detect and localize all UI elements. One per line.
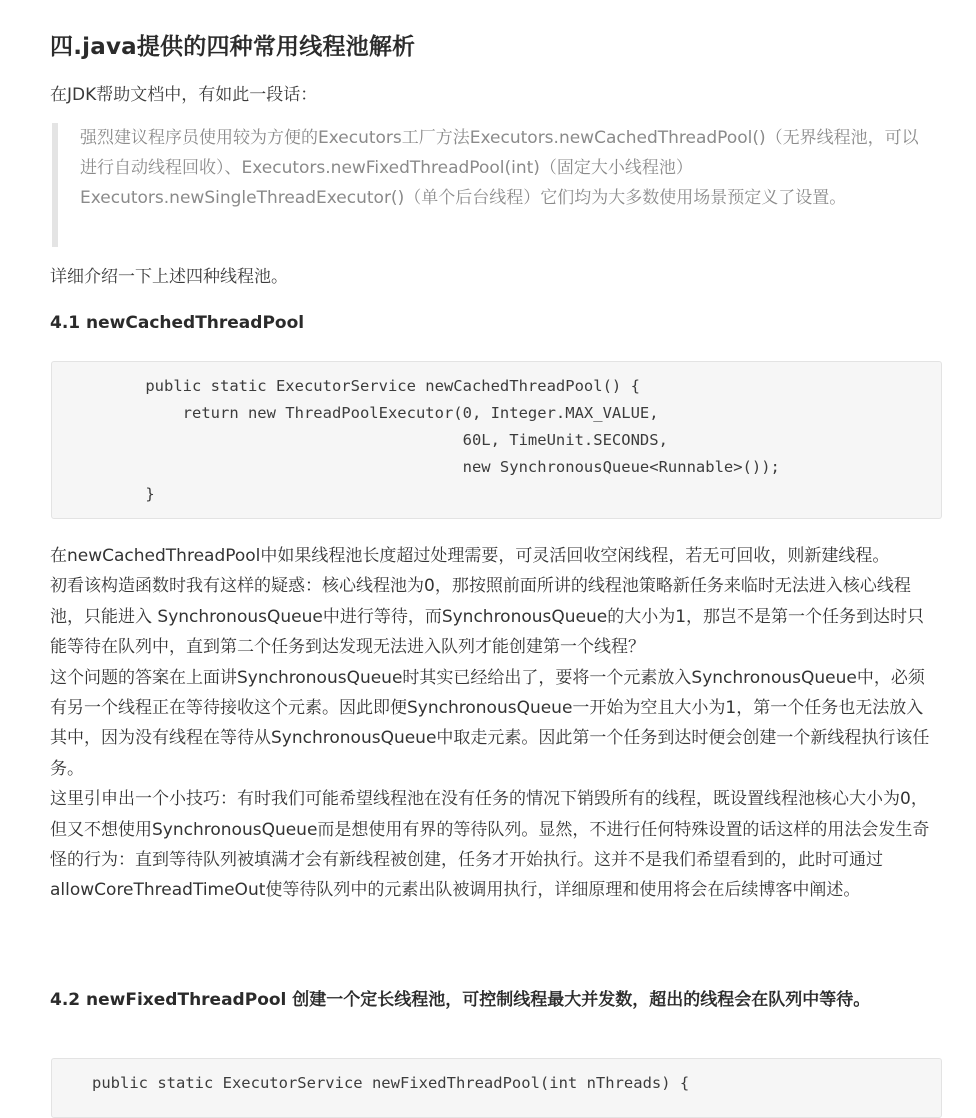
body-paragraph: 这个问题的答案在上面讲SynchronousQueue时其实已经给出了，要将一个元素放入SynchronousQueue中，必须有另一个线程正在等待接收这个元素。因此即便SynchronousQueue一开始为空且大小为1，第一个任务也无法放入其中，因为没有线程在等待从SynchronousQueue中取走元素。因此第一个任务到达时便会创建一个新线程执行该任务。 [50,667,930,779]
cropped-previous-line [50,0,770,6]
code-block-cached[interactable] [51,361,942,519]
code-block-fixed[interactable] [51,1058,942,1118]
code-text-fixed: public static ExecutorService newFixedThreadPool(int nThreads) { [92,1074,690,1092]
blockquote [52,123,919,247]
body-paragraph: 初看该构造函数时我有这样的疑惑：核心线程池为0，那按照前面所讲的线程池策略新任务来临时无法进入核心线程池，只能进入 SynchronousQueue中进行等待，而SynchronousQueue的大小为1，那岂不是第一个任务到达时只能等待在队列中，直到第二个任务到达发现无法进入队列才能创建第一个线程？ [50,576,925,658]
detail-intro: 详细介绍一下上述四种线程池。 [50,267,288,287]
blockquote-text: 强烈建议程序员使用较为方便的Executors工厂方法Executors.newCachedThreadPool()（无界线程池，可以进行自动线程回收）、Executors.newFixedThreadPool(int)（固定大小线程池）Executors.newSingleThreadExecutor()（单个后台线程）它们均为大多数使用场景预定义了设置。 [80,128,919,208]
body-paragraph: 这里引申出一个小技巧：有时我们可能希望线程池在没有任务的情况下销毁所有的线程，既设置线程池核心大小为0，但又不想使用SynchronousQueue而是想使用有界的等待队列。显然，不进行任何特殊设置的话这样的用法会发生奇怪的行为：直到等待队列被填满才会有新线程被创建，任务才开始执行。这并不是我们希望看到的，此时可通过allowCoreThreadTimeOut使等待队列中的元素出队被调用执行，详细原理和使用将会在后续博客中阐述。 [50,789,930,901]
code-text-cached: public static ExecutorService newCachedThreadPool() { return new ThreadPoolExecutor(0, Integer.MAX_VALUE, 60L, TimeUnit.SECONDS, new SynchronousQueue<Runnable>()); } [145,377,780,503]
intro-paragraph: 在JDK帮助文档中，有如此一段话： [50,85,318,105]
subsection-title-cached: 4.1 newCachedThreadPool [50,313,305,333]
article-body [50,541,935,906]
section-heading: 四.java提供的四种常用线程池解析 [50,34,416,60]
subsection-title-fixed: 4.2 newFixedThreadPool 创建一个定长线程池，可控制线程最大并发数，超出的线程会在队列中等待。 [50,990,871,1010]
body-paragraph: 在newCachedThreadPool中如果线程池长度超过处理需要，可灵活回收空闲线程，若无可回收，则新建线程。 [50,546,890,566]
